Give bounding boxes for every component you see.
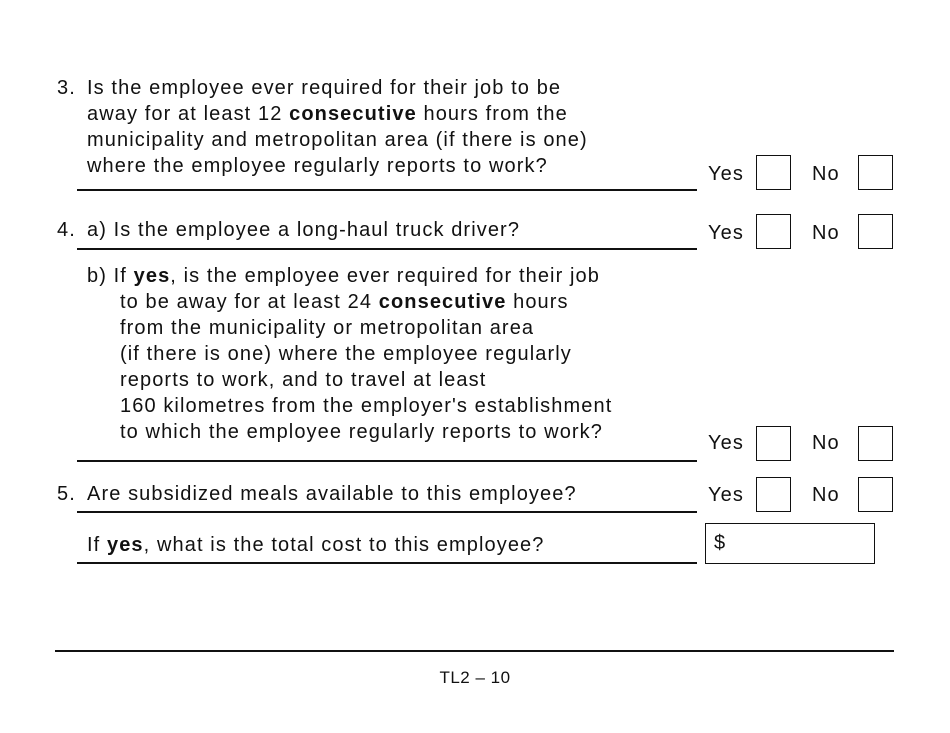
q3-line1: Is the employee ever required for their job to be (87, 77, 562, 99)
q4b-line3: from the municipality or metropolitan area (120, 317, 535, 339)
q4b-line6: 160 kilometres from the employer's establishment (120, 395, 613, 417)
q3-yes-checkbox[interactable] (756, 155, 791, 190)
q4b-yes-label: Yes (708, 432, 744, 454)
footer-rule (55, 650, 894, 652)
q4b-line1: b) If yes, is the employee ever required for their job (87, 265, 600, 287)
q3-line3: municipality and metropolitan area (if there is one) (87, 129, 588, 151)
q5-yes-label: Yes (708, 484, 744, 506)
q5-no-label: No (812, 484, 840, 506)
q5-text: Are subsidized meals available to this employee? (87, 483, 577, 505)
q4-number: 4. (57, 219, 76, 241)
cost-rule (77, 562, 697, 564)
q4a-rule (77, 248, 697, 250)
q4a-text: a) Is the employee a long-haul truck driver? (87, 219, 521, 241)
q3-number: 3. (57, 77, 76, 99)
q3-yes-label: Yes (708, 163, 744, 185)
q5-number: 5. (57, 483, 76, 505)
q3-no-label: No (812, 163, 840, 185)
page-number: TL2 – 10 (439, 668, 511, 687)
cost-question: If yes, what is the total cost to this employee? (87, 534, 545, 556)
q4b-no-label: No (812, 432, 840, 454)
q3-line2: away for at least 12 consecutive hours from the (87, 103, 568, 125)
q5-yes-checkbox[interactable] (756, 477, 791, 512)
q4b-rule (77, 460, 697, 462)
q4a-no-checkbox[interactable] (858, 214, 893, 249)
dollar-sign: $ (714, 532, 727, 554)
q3-no-checkbox[interactable] (858, 155, 893, 190)
q5-rule (77, 511, 697, 513)
q4b-line7: to which the employee regularly reports to work? (120, 421, 604, 443)
cost-input[interactable] (705, 523, 875, 564)
q3-line4: where the employee regularly reports to work? (87, 155, 548, 177)
q4b-line2: to be away for at least 24 consecutive hours (120, 291, 569, 313)
q4b-no-checkbox[interactable] (858, 426, 893, 461)
q3-rule (77, 189, 697, 191)
q4a-yes-label: Yes (708, 222, 744, 244)
q4a-no-label: No (812, 222, 840, 244)
q4b-yes-checkbox[interactable] (756, 426, 791, 461)
q4b-line5: reports to work, and to travel at least (120, 369, 487, 391)
q5-no-checkbox[interactable] (858, 477, 893, 512)
q4b-line4: (if there is one) where the employee regularly (120, 343, 572, 365)
q4a-yes-checkbox[interactable] (756, 214, 791, 249)
